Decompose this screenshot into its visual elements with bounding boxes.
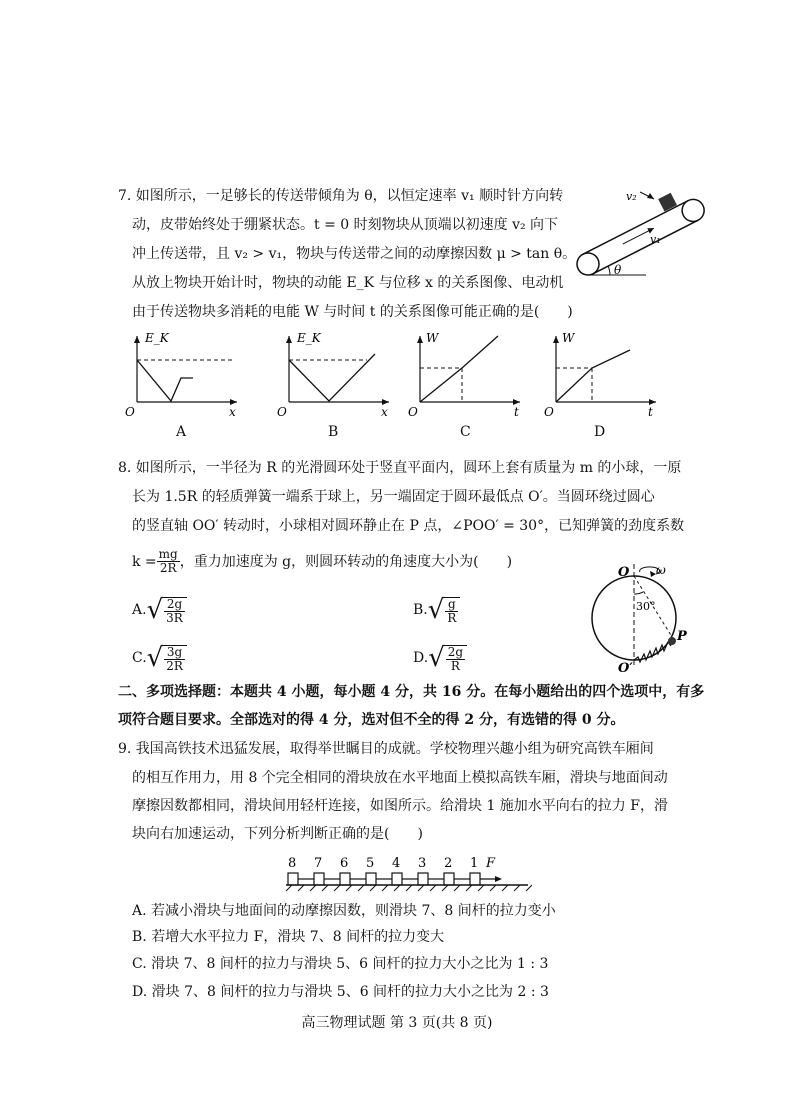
k-suffix: ，重力加速度为 g，则圆环转动的角速度大小为( ) — [179, 553, 513, 570]
graph-b-ylabel: E_K — [297, 331, 321, 345]
sqrt-symbol: √ $\frac{2g}{R}$ — [428, 643, 467, 673]
page-footer: 高三物理试题 第 3 页(共 8 页) — [301, 1015, 493, 1031]
angle-label: 30° — [636, 600, 656, 613]
graph-a-caption: A — [176, 424, 187, 440]
graph-b — [277, 330, 397, 416]
graph-c-origin: O — [408, 405, 418, 416]
graph-d-xlabel: t — [648, 405, 653, 416]
q7-line-3: 冲上传送带，且 v₂ > v₁，物块与传送带之间的动摩擦因数 μ > tan θ。 — [132, 246, 577, 262]
block-6-label: 6 — [340, 856, 349, 871]
graph-c-caption: C — [460, 424, 471, 440]
sliders-figure — [282, 853, 532, 893]
q9-line-1: 9. 我国高铁技术迅猛发展，取得举世瞩目的成就。学校物理兴趣小组为研究高铁车厢间 — [118, 741, 654, 757]
q8-option-c-label: C. — [132, 650, 147, 666]
graph-a-xlabel: x — [229, 405, 236, 416]
q9-option-d[interactable]: D. 滑块 7、8 间杆的拉力与滑块 5、6 间杆的拉力大小之比为 2 : 3 — [132, 984, 549, 1000]
block-8-label: 8 — [288, 856, 297, 871]
q9-line-2: 的相互作用力，用 8 个完全相同的滑块放在水平地面上模拟高铁车厢，滑块与地面间动 — [132, 770, 668, 786]
graph-d — [544, 330, 664, 416]
q7-line-4: 从放上物块开始计时，物块的动能 E_K 与位移 x 的关系图像、电动机 — [132, 275, 564, 291]
block-7-label: 7 — [314, 856, 323, 871]
block-3-label: 3 — [418, 856, 427, 871]
q7-line-5: 由于传送物块多消耗的电能 W 与时间 t 的关系图像可能正确的是( ) — [132, 304, 573, 320]
graph-c-xlabel: t — [514, 405, 519, 416]
sqrt-symbol: √ $\frac{2g}{3R}$ — [147, 595, 187, 625]
ring-oprime-label: O′ — [618, 661, 633, 674]
q9-option-a[interactable]: A. 若减小滑块与地面间的动摩擦因数，则滑块 7、8 间杆的拉力变小 — [132, 903, 556, 919]
q8-line-4 — [132, 548, 512, 575]
theta-label: θ — [614, 263, 622, 277]
k-prefix: k = — [132, 553, 157, 570]
q9-line-4: 块向右加速运动，下列分析判断正确的是( ) — [132, 826, 423, 842]
k-num: mg — [158, 547, 178, 561]
q9-option-b[interactable]: B. 若增大水平拉力 F，滑块 7、8 间杆的拉力变大 — [132, 929, 445, 945]
q8-d-den: R — [450, 659, 460, 673]
graph-d-ylabel: W — [562, 331, 575, 345]
v1-label: v₁ — [650, 233, 661, 246]
q8-b-den: R — [447, 611, 457, 625]
graph-b-caption: B — [328, 424, 339, 440]
omega-label: ω — [656, 563, 666, 577]
q8-option-a[interactable] — [132, 595, 187, 625]
ring-figure — [590, 562, 700, 674]
k-den: 2R — [159, 561, 177, 575]
block-5-label: 5 — [366, 856, 375, 871]
section2-line-1: 二、多项选择题：本题共 4 小题，每小题 4 分，共 16 分。在每小题给出的四个选项中，有多 — [118, 684, 705, 700]
q8-line-3: 的竖直轴 OO′ 转动时，小球相对圆环静止在 P 点，∠POO′ = 30°，已知弹簧的劲度系数 — [132, 518, 685, 534]
k-fraction — [157, 548, 180, 575]
q9-option-c[interactable]: C. 滑块 7、8 间杆的拉力与滑块 5、6 间杆的拉力大小之比为 1 : 3 — [132, 956, 549, 972]
q8-c-den: 2R — [166, 659, 183, 673]
graph-a-ylabel: E_K — [145, 331, 169, 345]
graph-b-origin: O — [277, 405, 287, 416]
q9-line-3: 摩擦因数都相同，滑块间用轻杆连接，如图所示。给滑块 1 施加水平向右的拉力 F，滑 — [132, 798, 668, 814]
ball-icon — [668, 637, 676, 645]
graph-d-caption: D — [594, 424, 606, 440]
v2-label: v₂ — [626, 190, 637, 203]
q8-b-num: g — [445, 598, 458, 612]
block-icon — [658, 193, 677, 212]
ring-p-label: P — [677, 629, 687, 644]
q8-option-d-label: D. — [413, 650, 429, 666]
sqrt-symbol: √ $\frac{g}{R}$ — [428, 595, 461, 625]
sqrt-symbol: √ $\frac{3g}{2R}$ — [147, 643, 187, 673]
graph-a — [125, 330, 245, 416]
conveyor-belt-figure — [566, 186, 706, 281]
q8-line-2: 长为 1.5R 的轻质弹簧一端系于球上，另一端固定于圆环最低点 O′。当圆环绕过圆心 — [132, 489, 655, 505]
section2-line-2: 项符合题目要求。全部选对的得 4 分，选对但不全的得 2 分，有选错的得 0 分。 — [118, 712, 625, 728]
q8-a-num: 2g — [164, 598, 185, 612]
q8-c-num: 3g — [164, 646, 185, 660]
q7-line-2: 动，皮带始终处于绷紧状态。t = 0 时刻物块从顶端以初速度 v₂ 向下 — [132, 217, 559, 233]
q7-line-1: 7. 如图所示，一足够长的传送带倾角为 θ，以恒定速率 v₁ 顺时针方向转 — [118, 188, 564, 204]
block-2-label: 2 — [444, 856, 453, 871]
q8-option-b-label: B. — [413, 602, 428, 618]
graph-c-ylabel: W — [426, 331, 439, 345]
graph-b-xlabel: x — [381, 405, 388, 416]
q8-a-den: 3R — [166, 611, 183, 625]
q8-option-c[interactable] — [132, 643, 187, 673]
graph-c — [408, 330, 528, 416]
ring-o-label: O — [618, 565, 630, 580]
block-4-label: 4 — [392, 856, 401, 871]
graph-d-origin: O — [544, 405, 554, 416]
block-1-label: 1 — [470, 856, 479, 871]
q8-line-1: 8. 如图所示，一半径为 R 的光滑圆环处于竖直平面内，圆环上套有质量为 m 的小球，一原 — [118, 460, 682, 476]
q8-d-num: 2g — [447, 645, 464, 659]
q8-option-a-label: A. — [132, 602, 147, 618]
force-label: F — [486, 856, 496, 871]
graph-a-origin: O — [125, 405, 135, 416]
q8-option-d[interactable] — [413, 643, 467, 673]
q8-option-b[interactable] — [413, 595, 460, 625]
